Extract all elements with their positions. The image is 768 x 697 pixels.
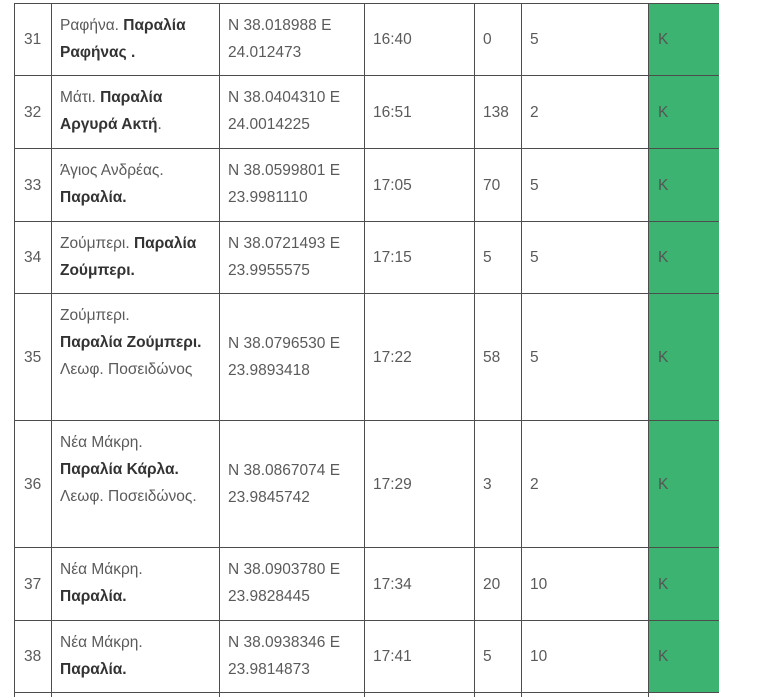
- table-row: [15, 548, 719, 621]
- row-number: 31: [15, 4, 52, 76]
- status-cell: Κ: [649, 222, 719, 294]
- longitude: 23.9845742: [228, 489, 310, 506]
- longitude: 23.9981110: [228, 189, 308, 206]
- table-row: [15, 149, 719, 222]
- table-row: [15, 421, 719, 548]
- location-cell: [52, 222, 220, 294]
- time-cell: 17:29: [365, 421, 475, 548]
- value-a-cell: 5: [475, 222, 522, 294]
- coordinates-cell: [220, 149, 365, 222]
- time-cell: 17:15: [365, 222, 475, 294]
- value-b-cell: 5: [522, 149, 649, 222]
- row-number: 34: [15, 222, 52, 294]
- beach-name: Παραλία.: [60, 588, 127, 605]
- value-b-cell: 5: [522, 222, 649, 294]
- coordinates-cell: [220, 421, 365, 548]
- time-cell: 17:22: [365, 294, 475, 421]
- table-row: [15, 294, 719, 421]
- latitude: N 38.0721493 E: [228, 235, 341, 252]
- location-suffix: .: [157, 116, 162, 133]
- row-number: 33: [15, 149, 52, 222]
- value-b-cell: 10: [522, 548, 649, 621]
- latitude: N 38.0404310 E: [228, 89, 341, 106]
- location-prefix: Ραφήνα.: [60, 17, 124, 34]
- latitude: N 38.0867074 E: [228, 462, 341, 479]
- row-number: 38: [15, 621, 52, 693]
- longitude: 23.9814873: [228, 661, 310, 678]
- beach-name: Παραλία Κάρλα.: [60, 461, 179, 478]
- location-prefix: Άγιος Ανδρέας.: [60, 162, 164, 179]
- beach-name: Παραλία Ζούμπερι.: [60, 334, 202, 351]
- value-a-cell: 20: [475, 548, 522, 621]
- status-cell: Κ: [649, 548, 719, 621]
- time-cell: 17:34: [365, 548, 475, 621]
- time-cell: 17:05: [365, 149, 475, 222]
- beach-measurements-table: [14, 3, 719, 697]
- location-cell: [52, 149, 220, 222]
- location-suffix: Λεωφ. Ποσειδώνος.: [60, 488, 197, 505]
- status-cell: Κ: [649, 4, 719, 76]
- location-prefix: Ζούμπερι.: [60, 235, 134, 252]
- table-row: [15, 76, 719, 149]
- longitude: 24.0014225: [228, 116, 310, 133]
- coordinates-cell: [220, 621, 365, 693]
- coordinates-cell: [220, 222, 365, 294]
- row-number: 37: [15, 548, 52, 621]
- value-a-cell: 5: [475, 621, 522, 693]
- status-cell: Κ: [649, 76, 719, 149]
- location-cell: [52, 548, 220, 621]
- value-a-cell: 70: [475, 149, 522, 222]
- status-cell: Κ: [649, 294, 719, 421]
- location-cell: [52, 294, 220, 421]
- longitude: 23.9828445: [228, 588, 310, 605]
- location-prefix: Ζούμπερι.: [60, 307, 130, 324]
- latitude: N 38.018988 E: [228, 17, 332, 34]
- longitude: 24.012473: [228, 44, 302, 61]
- longitude: 23.9893418: [228, 362, 310, 379]
- location-prefix: Νέα Μάκρη.: [60, 634, 143, 651]
- value-a-cell: 58: [475, 294, 522, 421]
- location-cell: [52, 621, 220, 693]
- time-cell: 16:51: [365, 76, 475, 149]
- latitude: N 38.0903780 E: [228, 561, 341, 578]
- latitude: N 38.0599801 E: [228, 162, 341, 179]
- location-cell: [52, 76, 220, 149]
- status-cell: Κ: [649, 421, 719, 548]
- table-row: [15, 222, 719, 294]
- beach-name: Παραλία Ζούμπερι.: [60, 235, 197, 279]
- value-a-cell: 138: [475, 76, 522, 149]
- table-row: [15, 4, 719, 76]
- value-b-cell: 2: [522, 421, 649, 548]
- coordinates-cell: [220, 548, 365, 621]
- location-cell: [52, 4, 220, 76]
- beach-name: Παραλία.: [60, 189, 127, 206]
- row-number: 35: [15, 294, 52, 421]
- status-cell: Κ: [649, 149, 719, 222]
- time-cell: 16:40: [365, 4, 475, 76]
- coordinates-cell: [220, 294, 365, 421]
- longitude: 23.9955575: [228, 262, 310, 279]
- location-prefix: Νέα Μάκρη.: [60, 561, 143, 578]
- value-a-cell: 0: [475, 4, 522, 76]
- table-row: [15, 693, 719, 697]
- row-number: 36: [15, 421, 52, 548]
- row-number: 32: [15, 76, 52, 149]
- table-row: [15, 621, 719, 693]
- latitude: N 38.0938346 E: [228, 634, 341, 651]
- time-cell: 17:41: [365, 621, 475, 693]
- beach-name: Παραλία Ραφήνας .: [60, 17, 186, 61]
- latitude: N 38.0796530 E: [228, 335, 341, 352]
- location-prefix: Νέα Μάκρη.: [60, 434, 143, 451]
- status-cell: Κ: [649, 621, 719, 693]
- value-b-cell: 5: [522, 294, 649, 421]
- location-suffix: Λεωφ. Ποσειδώνος: [60, 361, 193, 378]
- coordinates-cell: [220, 76, 365, 149]
- value-a-cell: 3: [475, 421, 522, 548]
- location-prefix: Μάτι.: [60, 89, 101, 106]
- coordinates-cell: [220, 4, 365, 76]
- beach-name: Παραλία.: [60, 661, 127, 678]
- value-b-cell: 10: [522, 621, 649, 693]
- location-cell: [52, 421, 220, 548]
- beach-name: Παραλία Αργυρά Ακτή: [60, 89, 163, 133]
- value-b-cell: 5: [522, 4, 649, 76]
- value-b-cell: 2: [522, 76, 649, 149]
